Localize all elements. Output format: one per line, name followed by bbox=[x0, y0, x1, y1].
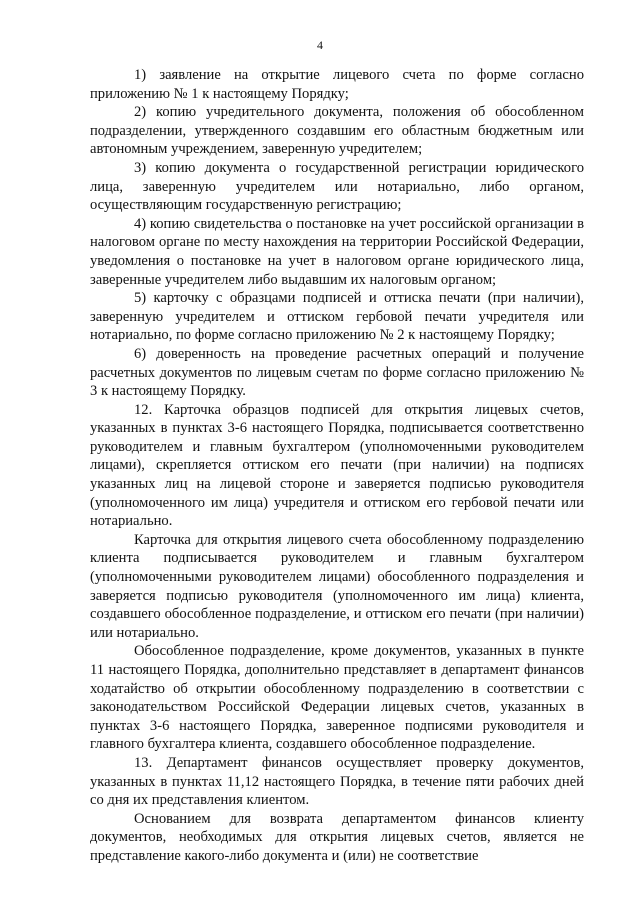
list-item-application: 1) заявление на открытие лицевого счета по форме согласно приложению № 1 к настоящему Порядку; bbox=[90, 67, 584, 102]
page-number: 4 bbox=[317, 38, 323, 52]
clause-12-subdivision-card: Карточка для открытия лицевого счета обособленному подразделению клиента подписывается руководителем и главным бухгалтером (уполномоченными руководителем лицами) обособленного подразделения и заверяется подписью руководителя (уполномоченного им лица) клиента, создавшего обособленное подразделение, и оттиском его печати (при наличии) или нотариально. bbox=[90, 531, 584, 641]
clause-12: 12. Карточка образцов подписей для открытия лицевых счетов, указанных в пунктах 3-6 настоящего Порядка, подписывается соответственно руководителем и главным бухгалтером (уполномоченными руководителем лицами), скрепляется оттиском его печати (при наличии) на подписях указанных лиц на лицевой стороне и заверяется подписью руководителя (уполномоченного им лица) учредителя и оттиском его гербовой печати или нотариально. bbox=[90, 401, 584, 530]
clause-13-return-grounds: Основанием для возврата департаментом финансов клиенту документов, необходимых для открытия лицевых счетов, является не представление какого-либо документа и (или) не соответствие bbox=[90, 810, 584, 864]
list-item-tax-certificate: 4) копию свидетельства о постановке на учет российской организации в налоговом органе по месту нахождения на территории Российской Федерации, уведомления о постановке на учет в налоговом органе юридического лица, заверенные учредителем либо выдавшим их налоговым органом; bbox=[90, 215, 584, 288]
document-body bbox=[90, 66, 584, 866]
clause-12-subdivision-petition: Обособленное подразделение, кроме документов, указанных в пункте 11 настоящего Порядка, дополнительно представляет в департамент финансов ходатайство об открытии обособленному подразделению в соответствии с законодательством Российской Федерации лицевых счетов, указанных в пунктах 3-6 настоящего Порядка, заверенное подписями руководителя и главного бухгалтера клиента, создавшего обособленное подразделение. bbox=[90, 643, 584, 753]
list-item-registration-document: 3) копию документа о государственной регистрации юридического лица, заверенную учредителем или нотариально, либо органом, осуществляющим государственную регистрацию; bbox=[90, 159, 584, 214]
list-item-signature-card: 5) карточку с образцами подписей и оттиска печати (при наличии), заверенную учредителем и оттиском гербовой печати учредителя или нотариально, по форме согласно приложению № 2 к настоящему Порядку; bbox=[90, 290, 584, 344]
list-item-power-of-attorney: 6) доверенность на проведение расчетных операций и получение расчетных документов по лицевым счетам по форме согласно приложению № 3 к настоящему Порядку. bbox=[90, 345, 584, 400]
clause-13: 13. Департамент финансов осуществляет проверку документов, указанных в пунктах 11,12 настоящего Порядка, в течение пяти рабочих дней со дня их представления клиентом. bbox=[90, 754, 584, 809]
list-item-founding-document: 2) копию учредительного документа, положения об обособленном подразделении, утвержденного создавшим его областным бюджетным или автономным учреждением, заверенную учредителем; bbox=[90, 104, 584, 158]
